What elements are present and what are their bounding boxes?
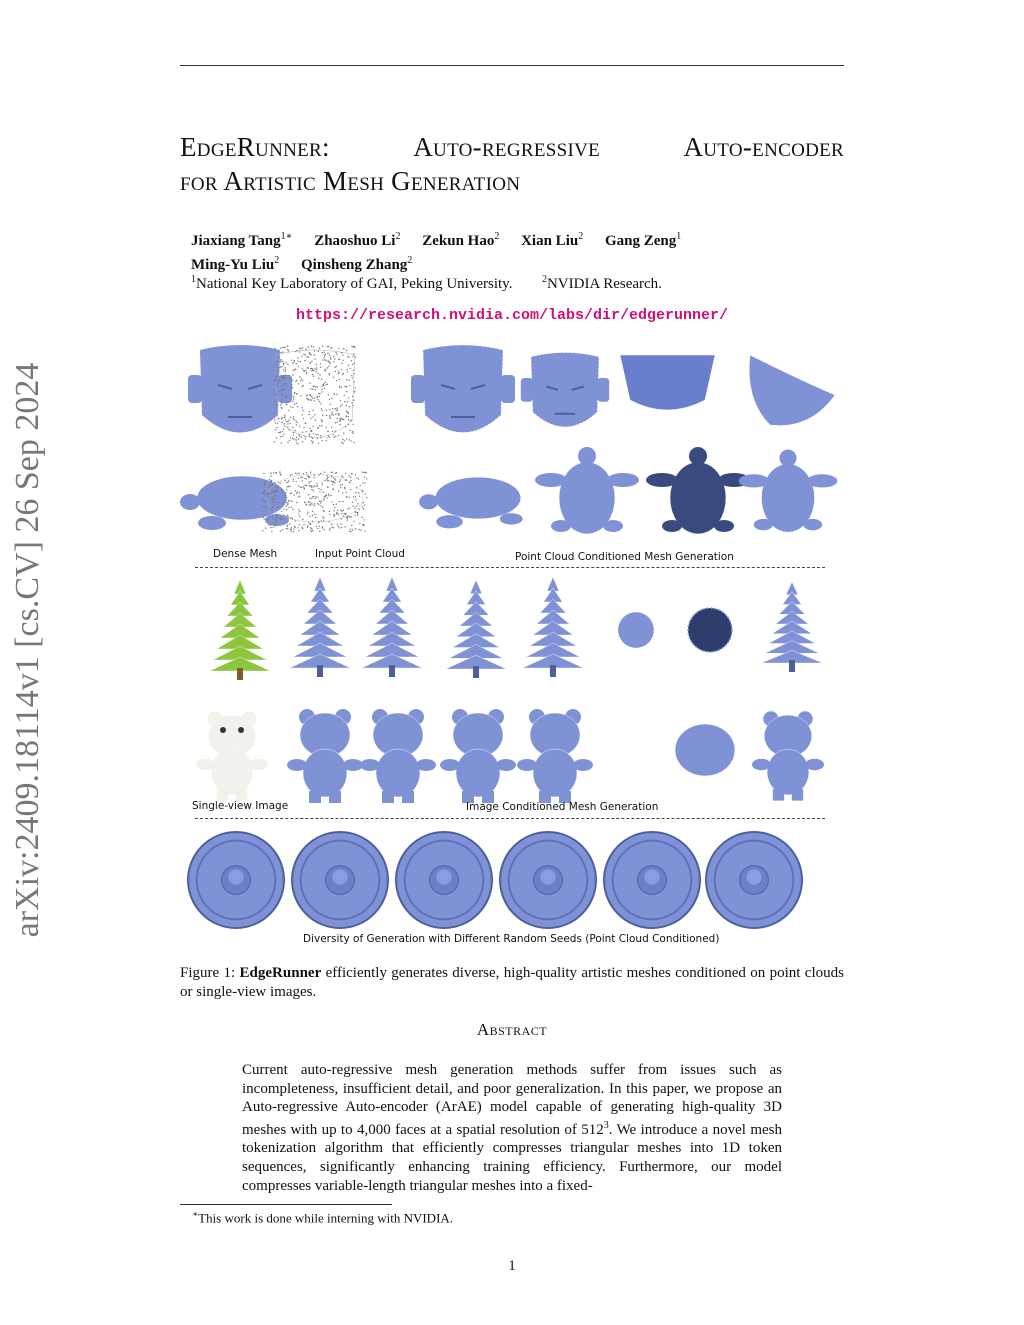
label-img-generation: Image Conditioned Mesh Generation — [466, 801, 659, 813]
label-pc-generation: Point Cloud Conditioned Mesh Generation — [515, 551, 734, 563]
page-number: 1 — [508, 1258, 516, 1274]
turtle-generated-top-flipper — [603, 520, 623, 532]
shield-seed-3-boss-top — [436, 869, 451, 884]
bear-input-image-body — [211, 749, 253, 795]
tree-generated-angle — [762, 582, 823, 672]
figure-1 — [180, 340, 844, 955]
bear-generated-angle-leg — [773, 789, 784, 800]
turtle-generated-top-head — [578, 447, 596, 465]
bear-generated-arm — [573, 759, 593, 771]
turtle-generated-head — [419, 494, 438, 509]
author-list: Jiaxiang Tang$^{1∗}$ Zhaoshuo Li$^2$ Zekun Hao$^2$ Xian Liu$^2$ Gang Zeng$^1$ Ming-Yu Liu$^2$ Qinsheng Zhang$^2$ — [191, 231, 682, 273]
affiliations: $^1$National Key Laboratory of GAI, Peking University. $^2$NVIDIA Research. — [191, 274, 662, 292]
bear-generated-body — [533, 749, 577, 797]
label-dense-mesh: Dense Mesh — [213, 548, 278, 560]
turtle-generated-angle-head — [779, 450, 796, 467]
turtle-dense-mesh — [197, 476, 287, 520]
bear-generated-angle-arm — [805, 759, 824, 770]
shield-seed-6-boss-top — [746, 869, 761, 884]
head-dense-mesh — [200, 345, 280, 433]
turtle-generated-dark-flipper — [662, 520, 682, 532]
author: Qinsheng Zhang — [300, 257, 408, 273]
bear-input-image-arm — [249, 759, 268, 770]
tree-generated — [523, 577, 584, 677]
shield-seed-2-boss-top — [332, 869, 347, 884]
bear-generated-arm — [287, 759, 307, 771]
bear-eye — [220, 727, 226, 733]
bear-generated-body — [456, 749, 500, 797]
author: Jiaxiang Tang — [191, 233, 281, 249]
head-generated-ear — [501, 375, 515, 403]
bear-input-image-leg — [217, 789, 228, 800]
top-rule — [180, 65, 844, 66]
divider-dashed — [195, 818, 825, 819]
figure-graphics — [180, 340, 844, 955]
author: Zekun Hao — [422, 233, 495, 249]
tree-generated — [362, 577, 423, 677]
tree-generated — [290, 577, 351, 677]
footnote: ∗This work is done while interning with NVIDIA. — [192, 1209, 454, 1226]
tree-top-view — [618, 612, 654, 648]
turtle-generated — [435, 477, 521, 519]
turtle-generated-top-flipper — [535, 473, 567, 487]
label-input-point-cloud: Input Point Cloud — [315, 548, 405, 560]
shield-seed-4-boss-top — [540, 869, 555, 884]
paper-title — [180, 130, 844, 198]
turtle-generated-angle-flipper — [803, 519, 822, 530]
bear-generated-arm — [360, 759, 380, 771]
head-dense-mesh-ear — [188, 375, 202, 403]
author: Ming-Yu Liu — [191, 257, 275, 273]
bear-generated-angle-arm — [752, 759, 771, 770]
abstract-heading: Abstract — [476, 1020, 548, 1039]
turtle-generated-angle-flipper — [754, 519, 773, 530]
turtle-generated-angle-flipper — [807, 474, 837, 487]
tree-top-view-dark — [688, 608, 732, 652]
tree-input-image — [210, 580, 271, 680]
turtle-generated-dark-flipper — [646, 473, 678, 487]
divider-dashed — [195, 567, 825, 568]
bear-eye — [238, 727, 244, 733]
shield-seed-1-boss-top — [228, 869, 243, 884]
bear-input-image-arm — [196, 759, 215, 770]
bear-input-image-leg — [236, 789, 247, 800]
bear-generated-body — [303, 749, 347, 797]
bear-generated-leg — [382, 791, 394, 803]
bear-generated-arm — [517, 759, 537, 771]
project-url-link[interactable]: https://research.nvidia.com/labs/dir/edgerunner/ — [295, 307, 729, 324]
head-generated-side-ear — [597, 378, 609, 402]
tree-generated — [446, 580, 507, 678]
author: Gang Zeng — [604, 233, 677, 249]
author: Zhaoshuo Li — [314, 233, 396, 249]
head-generated-top — [620, 355, 715, 410]
bear-generated-leg — [329, 791, 341, 803]
title-line-2: for Artistic Mesh Generation — [180, 166, 521, 196]
bear-generated-arm — [440, 759, 460, 771]
head-generated — [423, 345, 503, 433]
turtle-generated-top-flipper — [607, 473, 639, 487]
turtle-generated-dark-head — [689, 447, 707, 465]
head-generated-side-ear — [521, 378, 533, 402]
turtle-generated-flipper — [500, 513, 523, 524]
bear-generated-arm — [416, 759, 436, 771]
turtle-generated-dark-flipper — [714, 520, 734, 532]
bear-generated-angle-body — [767, 749, 809, 795]
shield-seed-5-boss-top — [644, 869, 659, 884]
figure-caption: Figure 1: EdgeRunner efficiently generates diverse, high-quality artistic meshes conditioned on point clouds or single-view images. — [180, 965, 844, 1000]
head-dense-mesh-ear — [278, 375, 292, 403]
bear-generated-arm — [496, 759, 516, 771]
abstract-body: Current auto-regressive mesh generation methods suffer from issues such as incompleteness, insufficient detail, and poor generalization. In this paper, we propose an Auto-regressive Auto-encoder (ArAE) model capable of generating high-quality 3D meshes with up to 4,000 faces at a spatial resolution of $512^3$. We introduce a novel mesh tokenization algorithm that efficiently compresses triangular meshes into 1D token sequences, significantly enhancing training efficiency. Furthermore, our model compresses variable-length triangular meshes into a fixed- — [242, 1062, 782, 1194]
affiliation: National Key Laboratory of GAI, Peking University. — [196, 276, 513, 292]
turtle-generated-angle-flipper — [739, 474, 769, 487]
bear-generated-leg — [402, 791, 414, 803]
turtle-generated-top-flipper — [551, 520, 571, 532]
bear-generated-body — [376, 749, 420, 797]
label-diversity: Diversity of Generation with Different Random Seeds (Point Cloud Conditioned) — [303, 933, 720, 945]
label-single-view: Single-view Image — [192, 800, 289, 812]
bear-generated-angle-leg — [792, 789, 803, 800]
head-generated-ear — [411, 375, 425, 403]
bear-generated-top — [675, 724, 735, 776]
footnote-rule — [180, 1204, 392, 1205]
turtle-generated-flipper — [436, 515, 463, 528]
caption-model-name: EdgeRunner — [239, 965, 322, 981]
title-line-1: EdgeRunner: Auto-regressive Auto-encoder — [180, 132, 844, 162]
turtle-dense-mesh-head — [180, 494, 200, 510]
author: Xian Liu — [521, 233, 579, 249]
affiliation: NVIDIA Research. — [546, 276, 662, 292]
turtle-dense-mesh-flipper — [198, 516, 226, 530]
head-generated-angle — [749, 355, 835, 426]
head-generated-side — [531, 353, 599, 427]
bear-generated-leg — [309, 791, 321, 803]
